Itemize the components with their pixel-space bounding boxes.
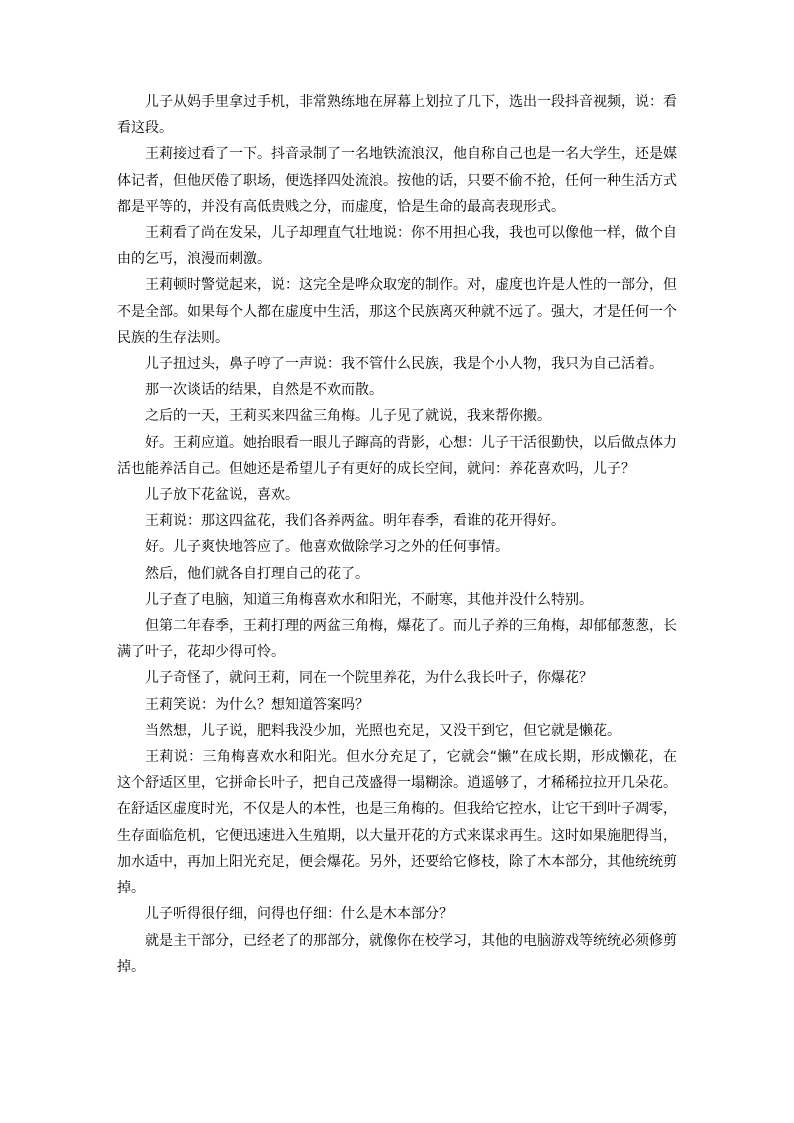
paragraph-6: 那一次谈话的结果，自然是不欢而散。: [145, 382, 383, 399]
paragraph-7: 之后的一天，王莉买来四盆三角梅。儿子见了就说，我来帮你搬。: [145, 408, 551, 425]
paragraph-14: 但第二年春季，王莉打理的两盆三角梅，爆花了。而儿子养的三角梅，却郁郁葱葱，长满了叶子，花却少得可怜。: [117, 618, 677, 661]
paragraph-19: 儿子听得很仔细，问得也仔细：什么是木本部分？: [145, 906, 453, 923]
paragraph-10: 王莉说：那这四盆花，我们各养两盆。明年春季，看谁的花开得好。: [145, 513, 565, 530]
paragraph-5: 儿子扭过头，鼻子哼了一声说：我不管什么民族，我是个小人物，我只为自己活着。: [145, 356, 663, 373]
paragraph-1: 儿子从妈手里拿过手机，非常熟练地在屏幕上划拉了几下，选出一段抖音视频，说：看看这段。: [117, 94, 677, 137]
paragraph-12: 然后，他们就各自打理自己的花了。: [145, 565, 369, 582]
paragraph-4: 王莉顿时警觉起来，说：这完全是哗众取宠的制作。对，虚度也许是人性的一部分，但不是全部。如果每个人都在虚度中生活，那这个民族离灭种就不远了。强大，才是任何一个民族的生存法则。: [117, 277, 677, 346]
paragraph-15: 儿子奇怪了，就问王莉，同在一个院里养花，为什么我长叶子，你爆花？: [145, 670, 593, 687]
paragraph-9: 儿子放下花盆说，喜欢。: [145, 487, 299, 504]
paragraph-18: 王莉说：三角梅喜欢水和阳光。但水分充足了，它就会“懒”在成长期，形成懒花，在这个舒适区里，它拼命长叶子，把自己茂盛得一塌糊涂。逍遥够了，才稀稀拉拉开几朵花。在舒适区虚度时光，不仅是人的本性，也是三角梅的。但我给它控水，让它干到叶子凋零，生存面临危机，它便迅速进入生殖期，以大量开花的方式来谋求再生。这时如果施肥得当，加水适中，再加上阳光充足，便会爆花。另外，还要给它修枝，除了木本部分，其他统统剪掉。: [117, 749, 677, 897]
paragraph-16: 王莉笑说：为什么？想知道答案吗？: [145, 696, 369, 713]
paragraph-17: 当然想，儿子说，肥料我没少加，光照也充足，又没干到它，但它就是懒花。: [145, 722, 621, 739]
paragraph-20: 就是主干部分，已经老了的那部分，就像你在校学习，其他的电脑游戏等统统必须修剪掉。: [117, 932, 677, 975]
paragraph-8: 好。王莉应道。她抬眼看一眼儿子蹿高的背影，心想：儿子干活很勤快，以后做点体力活也能养活自己。但她还是希望儿子有更好的成长空间，就问：养花喜欢吗，儿子？: [117, 434, 677, 477]
paragraph-11: 好。儿子爽快地答应了。他喜欢做除学习之外的任何事情。: [145, 539, 509, 556]
paragraph-2: 王莉接过看了一下。抖音录制了一名地铁流浪汉，他自称自己也是一名大学生，还是媒体记者，但他厌倦了职场，便选择四处流浪。按他的话，只要不偷不抢，任何一种生活方式都是平等的，并没有高低贵贱之分，而虚度，恰是生命的最高表现形式。: [117, 146, 677, 215]
story-text: [117, 89, 677, 980]
paragraph-3: 王莉看了尚在发呆，儿子却理直气壮地说：你不用担心我，我也可以像他一样，做个自由的乞丐，浪漫而刺激。: [117, 225, 677, 268]
paragraph-13: 儿子查了电脑，知道三角梅喜欢水和阳光，不耐寒，其他并没什么特别。: [145, 591, 593, 608]
